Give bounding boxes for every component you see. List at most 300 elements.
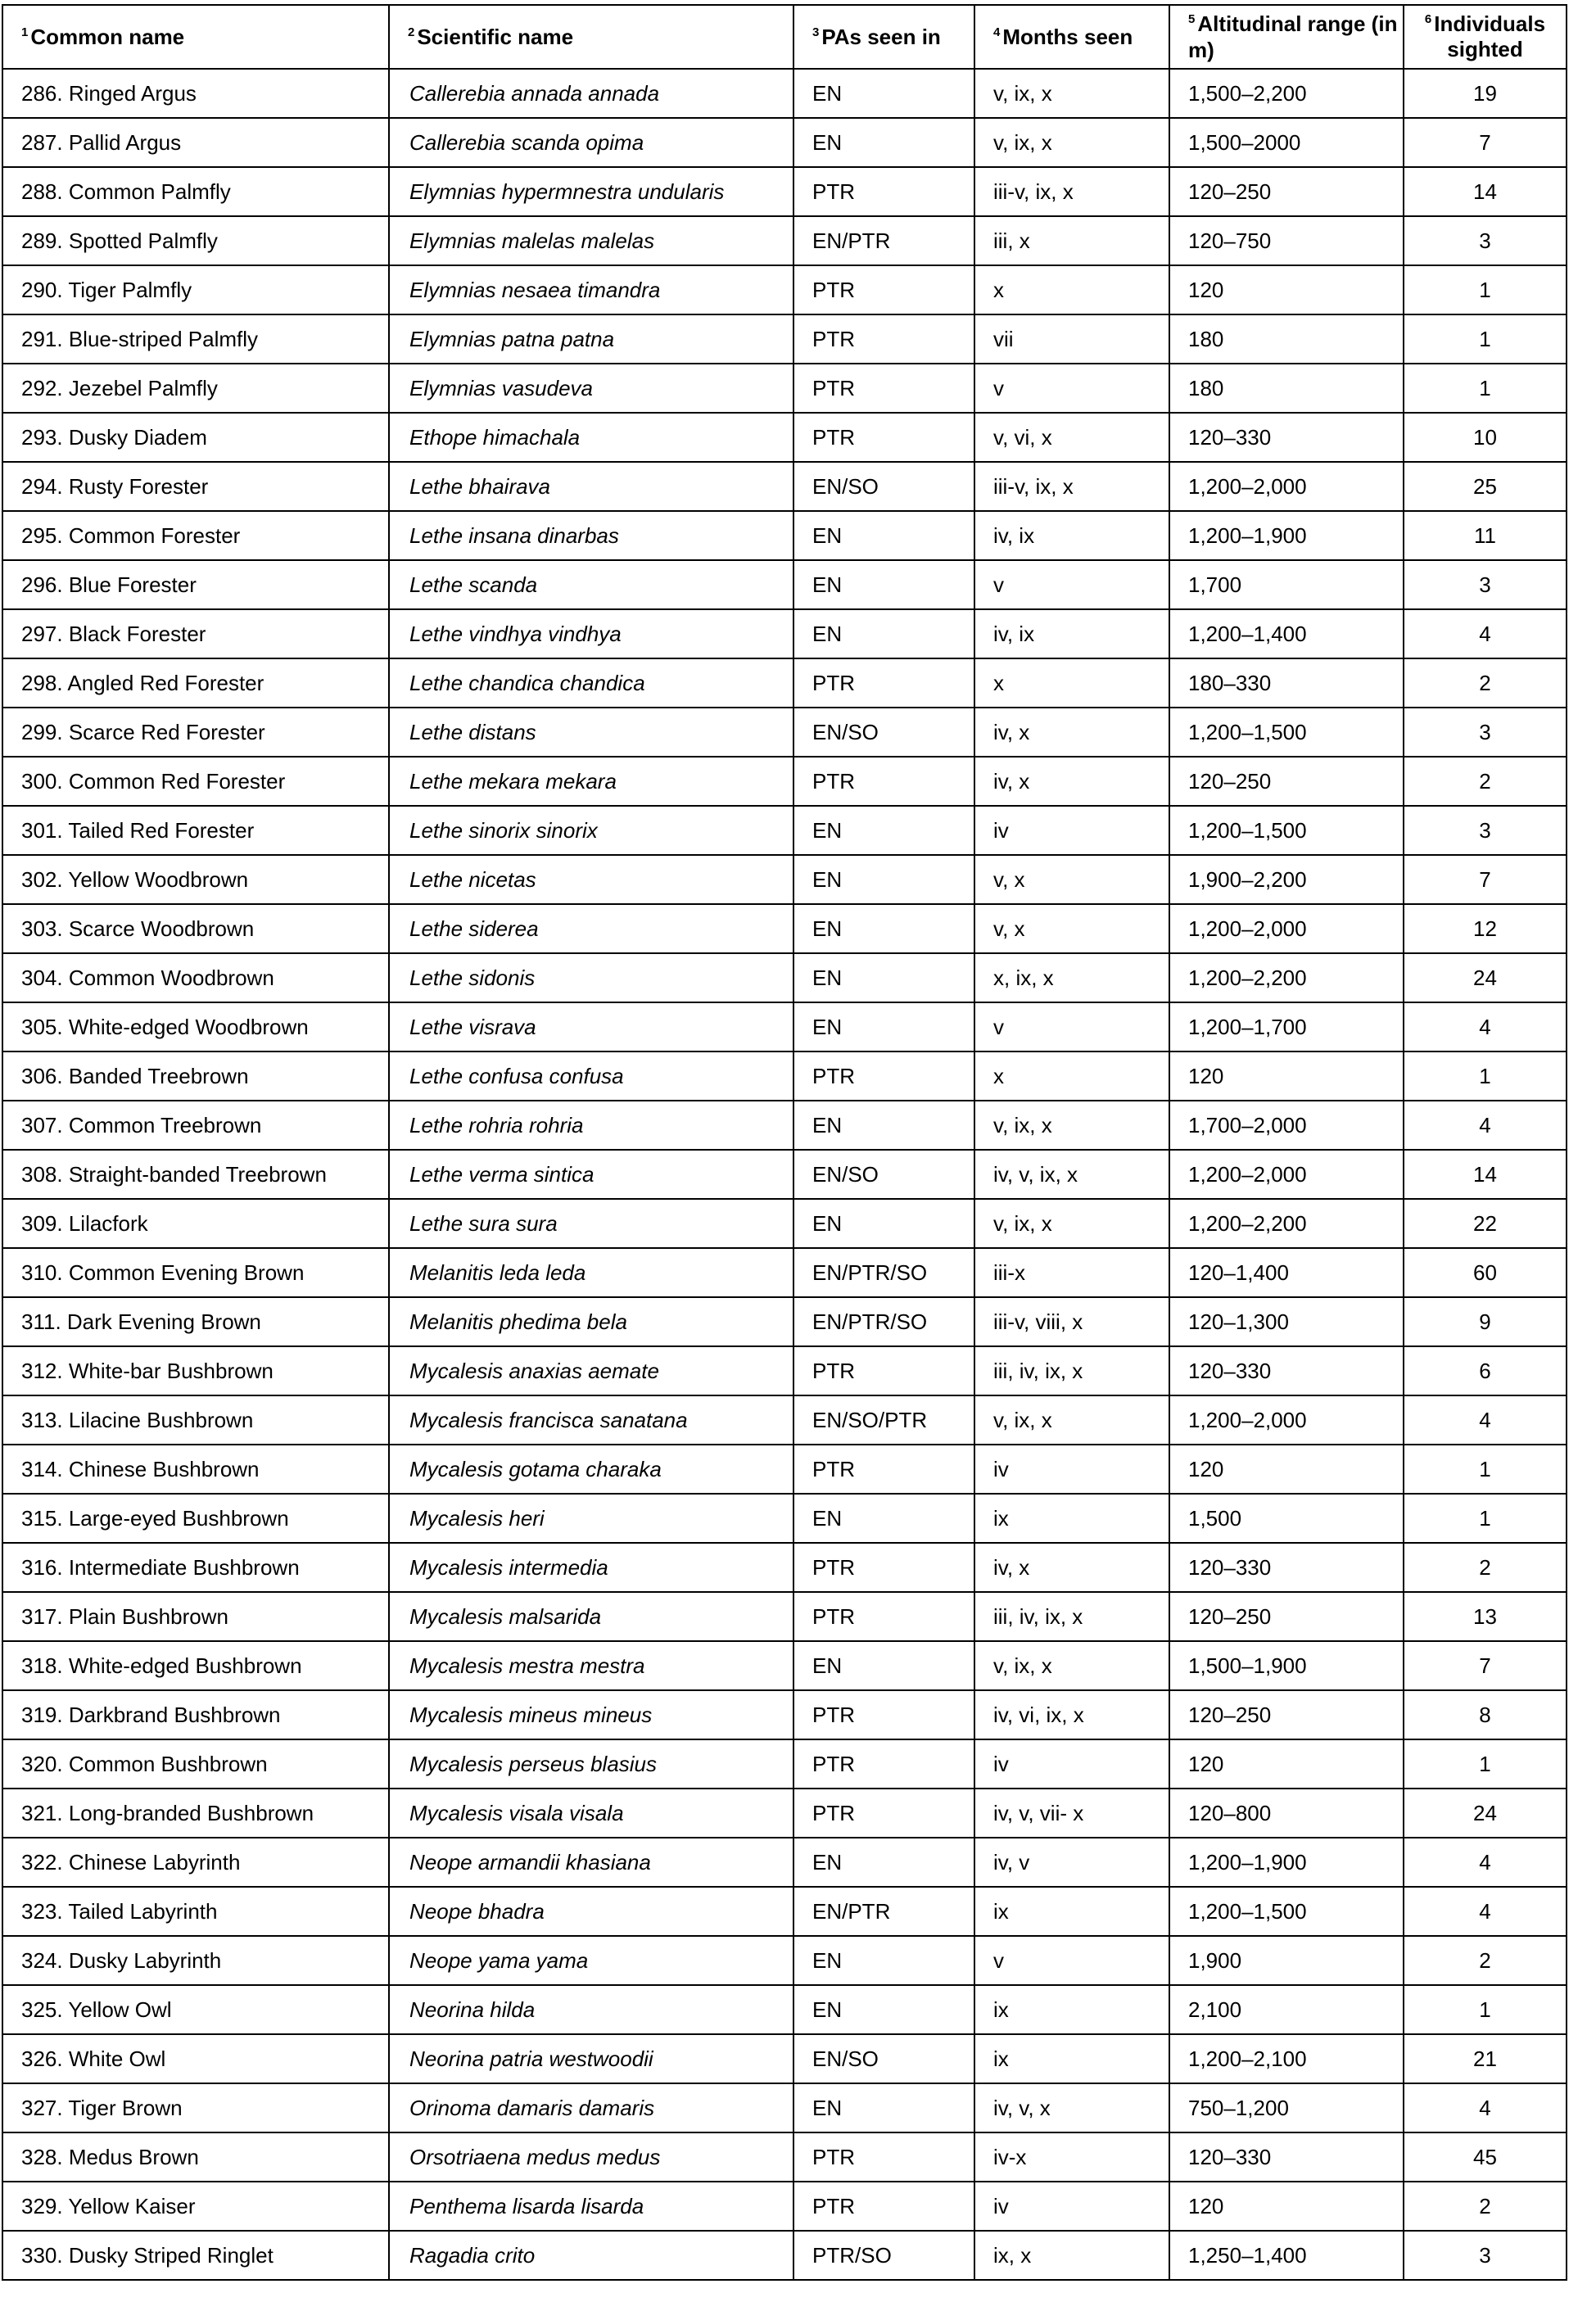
- altitude-cell: 1,500–1,900: [1169, 1641, 1404, 1690]
- pas-cell: EN: [793, 1101, 974, 1150]
- scientific-name-cell: Mycalesis gotama charaka: [389, 1445, 793, 1494]
- scientific-name-cell: Lethe rohria rohria: [389, 1101, 793, 1150]
- common-name-cell: 313. Lilacine Bushbrown: [2, 1395, 389, 1445]
- altitude-cell: 2,100: [1169, 1985, 1404, 2034]
- scientific-name-cell: Orinoma damaris damaris: [389, 2083, 793, 2132]
- table-row: [2, 2132, 1567, 2182]
- table-row: [2, 2182, 1567, 2231]
- months-cell: iii-x: [974, 1248, 1169, 1297]
- common-name-cell: 301. Tailed Red Forester: [2, 806, 389, 855]
- scientific-name-cell: Neope bhadra: [389, 1887, 793, 1936]
- common-name-cell: 324. Dusky Labyrinth: [2, 1936, 389, 1985]
- altitude-cell: 1,200–2,000: [1169, 462, 1404, 511]
- table-row: [2, 1150, 1567, 1199]
- table-row: [2, 265, 1567, 314]
- scientific-name-cell: Mycalesis mineus mineus: [389, 1690, 793, 1739]
- individuals-cell: 3: [1404, 708, 1567, 757]
- table-row: [2, 904, 1567, 953]
- individuals-cell: 21: [1404, 2034, 1567, 2083]
- pas-cell: EN: [793, 2083, 974, 2132]
- scientific-name-cell: Lethe bhairava: [389, 462, 793, 511]
- common-name-cell: 314. Chinese Bushbrown: [2, 1445, 389, 1494]
- months-cell: ix: [974, 1494, 1169, 1543]
- scientific-name-cell: Mycalesis visala visala: [389, 1789, 793, 1838]
- scientific-name-cell: Neope armandii khasiana: [389, 1838, 793, 1887]
- common-name-cell: 325. Yellow Owl: [2, 1985, 389, 2034]
- pas-cell: EN: [793, 1838, 974, 1887]
- altitude-cell: 1,700–2,000: [1169, 1101, 1404, 1150]
- months-cell: x, ix, x: [974, 953, 1169, 1002]
- scientific-name-cell: Mycalesis intermedia: [389, 1543, 793, 1592]
- altitude-cell: 120: [1169, 1445, 1404, 1494]
- table-row: [2, 1887, 1567, 1936]
- table-row: [2, 855, 1567, 904]
- scientific-name-cell: Mycalesis mestra mestra: [389, 1641, 793, 1690]
- months-cell: iii-v, ix, x: [974, 462, 1169, 511]
- altitude-cell: 120–330: [1169, 2132, 1404, 2182]
- common-name-cell: 327. Tiger Brown: [2, 2083, 389, 2132]
- scientific-name-cell: Lethe insana dinarbas: [389, 511, 793, 560]
- months-cell: v: [974, 560, 1169, 609]
- pas-cell: PTR/SO: [793, 2231, 974, 2280]
- table-row: [2, 1297, 1567, 1346]
- months-cell: iv, x: [974, 1543, 1169, 1592]
- table-row: [2, 118, 1567, 167]
- pas-cell: PTR: [793, 1690, 974, 1739]
- table-row: [2, 1641, 1567, 1690]
- scientific-name-cell: Lethe siderea: [389, 904, 793, 953]
- scientific-name-cell: Lethe sinorix sinorix: [389, 806, 793, 855]
- months-cell: v, ix, x: [974, 1199, 1169, 1248]
- months-cell: x: [974, 1051, 1169, 1101]
- pas-cell: PTR: [793, 413, 974, 462]
- pas-cell: EN/SO/PTR: [793, 1395, 974, 1445]
- pas-cell: EN: [793, 511, 974, 560]
- common-name-cell: 305. White-edged Woodbrown: [2, 1002, 389, 1051]
- individuals-cell: 6: [1404, 1346, 1567, 1395]
- altitude-cell: 120–330: [1169, 1346, 1404, 1395]
- individuals-cell: 19: [1404, 69, 1567, 118]
- altitude-cell: 120–750: [1169, 216, 1404, 265]
- common-name-cell: 291. Blue-striped Palmfly: [2, 314, 389, 364]
- pas-cell: EN/SO: [793, 708, 974, 757]
- months-cell: iv, x: [974, 757, 1169, 806]
- table-row: [2, 1985, 1567, 2034]
- scientific-name-cell: Elymnias nesaea timandra: [389, 265, 793, 314]
- table-row: [2, 953, 1567, 1002]
- scientific-name-cell: Mycalesis heri: [389, 1494, 793, 1543]
- individuals-cell: 45: [1404, 2132, 1567, 2182]
- scientific-name-cell: Mycalesis anaxias aemate: [389, 1346, 793, 1395]
- common-name-cell: 308. Straight-banded Treebrown: [2, 1150, 389, 1199]
- table-row: [2, 1936, 1567, 1985]
- header-scientific-name: $^2$ Scientific name: [389, 5, 793, 69]
- altitude-cell: 120–800: [1169, 1789, 1404, 1838]
- altitude-cell: 1,250–1,400: [1169, 2231, 1404, 2280]
- pas-cell: PTR: [793, 2182, 974, 2231]
- pas-cell: EN: [793, 560, 974, 609]
- common-name-cell: 317. Plain Bushbrown: [2, 1592, 389, 1641]
- months-cell: iv, ix: [974, 609, 1169, 658]
- altitude-cell: 120–250: [1169, 1690, 1404, 1739]
- months-cell: iv, v, vii- x: [974, 1789, 1169, 1838]
- individuals-cell: 4: [1404, 1395, 1567, 1445]
- months-cell: v, vi, x: [974, 413, 1169, 462]
- table-row: [2, 560, 1567, 609]
- common-name-cell: 321. Long-branded Bushbrown: [2, 1789, 389, 1838]
- individuals-cell: 1: [1404, 1051, 1567, 1101]
- individuals-cell: 1: [1404, 364, 1567, 413]
- months-cell: v, x: [974, 904, 1169, 953]
- table-row: [2, 1051, 1567, 1101]
- months-cell: v, ix, x: [974, 1395, 1169, 1445]
- individuals-cell: 4: [1404, 1002, 1567, 1051]
- table-row: [2, 167, 1567, 216]
- table-row: [2, 462, 1567, 511]
- individuals-cell: 8: [1404, 1690, 1567, 1739]
- table-row: [2, 1494, 1567, 1543]
- individuals-cell: 24: [1404, 1789, 1567, 1838]
- scientific-name-cell: Lethe mekara mekara: [389, 757, 793, 806]
- table-row: [2, 1690, 1567, 1739]
- pas-cell: PTR: [793, 1739, 974, 1789]
- table-row: [2, 69, 1567, 118]
- scientific-name-cell: Mycalesis francisca sanatana: [389, 1395, 793, 1445]
- table-row: [2, 1248, 1567, 1297]
- months-cell: iii, iv, ix, x: [974, 1592, 1169, 1641]
- scientific-name-cell: Callerebia annada annada: [389, 69, 793, 118]
- scientific-name-cell: Lethe sura sura: [389, 1199, 793, 1248]
- individuals-cell: 2: [1404, 2182, 1567, 2231]
- scientific-name-cell: Neorina patria westwoodii: [389, 2034, 793, 2083]
- altitude-cell: 120–250: [1169, 167, 1404, 216]
- common-name-cell: 292. Jezebel Palmfly: [2, 364, 389, 413]
- table-header-row: [2, 5, 1567, 69]
- table-row: [2, 2034, 1567, 2083]
- individuals-cell: 10: [1404, 413, 1567, 462]
- altitude-cell: 1,200–2,000: [1169, 904, 1404, 953]
- scientific-name-cell: Elymnias patna patna: [389, 314, 793, 364]
- scientific-name-cell: Elymnias hypermnestra undularis: [389, 167, 793, 216]
- altitude-cell: 1,500–2000: [1169, 118, 1404, 167]
- table-row: [2, 1002, 1567, 1051]
- common-name-cell: 320. Common Bushbrown: [2, 1739, 389, 1789]
- altitude-cell: 750–1,200: [1169, 2083, 1404, 2132]
- months-cell: v, ix, x: [974, 1641, 1169, 1690]
- pas-cell: PTR: [793, 1346, 974, 1395]
- individuals-cell: 7: [1404, 118, 1567, 167]
- individuals-cell: 14: [1404, 167, 1567, 216]
- scientific-name-cell: Neorina hilda: [389, 1985, 793, 2034]
- common-name-cell: 312. White-bar Bushbrown: [2, 1346, 389, 1395]
- individuals-cell: 3: [1404, 2231, 1567, 2280]
- common-name-cell: 326. White Owl: [2, 2034, 389, 2083]
- individuals-cell: 2: [1404, 658, 1567, 708]
- months-cell: v: [974, 364, 1169, 413]
- altitude-cell: 1,500–2,200: [1169, 69, 1404, 118]
- months-cell: ix: [974, 1985, 1169, 2034]
- scientific-name-cell: Elymnias malelas malelas: [389, 216, 793, 265]
- pas-cell: PTR: [793, 2132, 974, 2182]
- pas-cell: EN/SO: [793, 462, 974, 511]
- months-cell: iv: [974, 806, 1169, 855]
- months-cell: v: [974, 1936, 1169, 1985]
- pas-cell: PTR: [793, 1051, 974, 1101]
- months-cell: iv, v: [974, 1838, 1169, 1887]
- altitude-cell: 1,700: [1169, 560, 1404, 609]
- pas-cell: PTR: [793, 364, 974, 413]
- pas-cell: EN: [793, 1641, 974, 1690]
- pas-cell: EN/PTR: [793, 216, 974, 265]
- common-name-cell: 318. White-edged Bushbrown: [2, 1641, 389, 1690]
- altitude-cell: 1,900–2,200: [1169, 855, 1404, 904]
- months-cell: iv, x: [974, 708, 1169, 757]
- months-cell: iv: [974, 2182, 1169, 2231]
- common-name-cell: 322. Chinese Labyrinth: [2, 1838, 389, 1887]
- common-name-cell: 289. Spotted Palmfly: [2, 216, 389, 265]
- pas-cell: EN: [793, 904, 974, 953]
- scientific-name-cell: Ethope himachala: [389, 413, 793, 462]
- scientific-name-cell: Lethe chandica chandica: [389, 658, 793, 708]
- months-cell: iv: [974, 1445, 1169, 1494]
- pas-cell: PTR: [793, 1592, 974, 1641]
- months-cell: iv, v, x: [974, 2083, 1169, 2132]
- scientific-name-cell: Lethe visrava: [389, 1002, 793, 1051]
- individuals-cell: 4: [1404, 1838, 1567, 1887]
- pas-cell: EN/PTR/SO: [793, 1248, 974, 1297]
- altitude-cell: 1,200–2,000: [1169, 1150, 1404, 1199]
- scientific-name-cell: Mycalesis malsarida: [389, 1592, 793, 1641]
- altitude-cell: 1,200–1,500: [1169, 1887, 1404, 1936]
- pas-cell: EN/SO: [793, 2034, 974, 2083]
- months-cell: v: [974, 1002, 1169, 1051]
- common-name-cell: 303. Scarce Woodbrown: [2, 904, 389, 953]
- altitude-cell: 1,900: [1169, 1936, 1404, 1985]
- altitude-cell: 120: [1169, 265, 1404, 314]
- scientific-name-cell: Lethe distans: [389, 708, 793, 757]
- altitude-cell: 1,200–1,900: [1169, 511, 1404, 560]
- pas-cell: EN: [793, 806, 974, 855]
- pas-cell: EN: [793, 1199, 974, 1248]
- table-row: [2, 1395, 1567, 1445]
- table-row: [2, 1592, 1567, 1641]
- table-row: [2, 1445, 1567, 1494]
- common-name-cell: 304. Common Woodbrown: [2, 953, 389, 1002]
- common-name-cell: 329. Yellow Kaiser: [2, 2182, 389, 2231]
- pas-cell: PTR: [793, 757, 974, 806]
- common-name-cell: 288. Common Palmfly: [2, 167, 389, 216]
- altitude-cell: 1,200–2,000: [1169, 1395, 1404, 1445]
- months-cell: iii, iv, ix, x: [974, 1346, 1169, 1395]
- altitude-cell: 1,200–1,900: [1169, 1838, 1404, 1887]
- scientific-name-cell: Lethe verma sintica: [389, 1150, 793, 1199]
- months-cell: ix, x: [974, 2231, 1169, 2280]
- scientific-name-cell: Orsotriaena medus medus: [389, 2132, 793, 2182]
- table-row: [2, 364, 1567, 413]
- months-cell: v, ix, x: [974, 1101, 1169, 1150]
- individuals-cell: 25: [1404, 462, 1567, 511]
- individuals-cell: 1: [1404, 265, 1567, 314]
- individuals-cell: 11: [1404, 511, 1567, 560]
- individuals-cell: 2: [1404, 1936, 1567, 1985]
- altitude-cell: 120–1,300: [1169, 1297, 1404, 1346]
- header-altitudinal-range: $^5$ Altitudinal range (in m): [1169, 5, 1404, 69]
- months-cell: v, x: [974, 855, 1169, 904]
- butterfly-table-container: [2, 4, 1567, 2281]
- individuals-cell: 60: [1404, 1248, 1567, 1297]
- pas-cell: EN: [793, 69, 974, 118]
- pas-cell: PTR: [793, 167, 974, 216]
- individuals-cell: 4: [1404, 609, 1567, 658]
- months-cell: iv, v, ix, x: [974, 1150, 1169, 1199]
- altitude-cell: 1,200–1,500: [1169, 708, 1404, 757]
- months-cell: ix: [974, 1887, 1169, 1936]
- common-name-cell: 311. Dark Evening Brown: [2, 1297, 389, 1346]
- altitude-cell: 180: [1169, 314, 1404, 364]
- pas-cell: EN/SO: [793, 1150, 974, 1199]
- table-row: [2, 314, 1567, 364]
- table-row: [2, 1739, 1567, 1789]
- pas-cell: PTR: [793, 314, 974, 364]
- common-name-cell: 296. Blue Forester: [2, 560, 389, 609]
- table-row: [2, 1838, 1567, 1887]
- header-months-seen: $^4$ Months seen: [974, 5, 1169, 69]
- common-name-cell: 298. Angled Red Forester: [2, 658, 389, 708]
- pas-cell: PTR: [793, 1445, 974, 1494]
- months-cell: iv: [974, 1739, 1169, 1789]
- altitude-cell: 120: [1169, 1739, 1404, 1789]
- individuals-cell: 3: [1404, 560, 1567, 609]
- individuals-cell: 7: [1404, 1641, 1567, 1690]
- individuals-cell: 2: [1404, 757, 1567, 806]
- pas-cell: EN: [793, 1494, 974, 1543]
- individuals-cell: 22: [1404, 1199, 1567, 1248]
- table-row: [2, 1199, 1567, 1248]
- altitude-cell: 180–330: [1169, 658, 1404, 708]
- scientific-name-cell: Lethe sidonis: [389, 953, 793, 1002]
- scientific-name-cell: Melanitis phedima bela: [389, 1297, 793, 1346]
- pas-cell: PTR: [793, 658, 974, 708]
- altitude-cell: 1,500: [1169, 1494, 1404, 1543]
- individuals-cell: 14: [1404, 1150, 1567, 1199]
- pas-cell: EN: [793, 1985, 974, 2034]
- common-name-cell: 306. Banded Treebrown: [2, 1051, 389, 1101]
- common-name-cell: 290. Tiger Palmfly: [2, 265, 389, 314]
- common-name-cell: 286. Ringed Argus: [2, 69, 389, 118]
- table-row: [2, 216, 1567, 265]
- common-name-cell: 287. Pallid Argus: [2, 118, 389, 167]
- altitude-cell: 120: [1169, 1051, 1404, 1101]
- header-individuals-sighted: $^6$ Individuals sighted: [1404, 5, 1567, 69]
- pas-cell: EN/PTR/SO: [793, 1297, 974, 1346]
- butterfly-species-table: [2, 4, 1567, 2281]
- common-name-cell: 307. Common Treebrown: [2, 1101, 389, 1150]
- individuals-cell: 1: [1404, 1445, 1567, 1494]
- common-name-cell: 328. Medus Brown: [2, 2132, 389, 2182]
- altitude-cell: 120–250: [1169, 1592, 1404, 1641]
- common-name-cell: 315. Large-eyed Bushbrown: [2, 1494, 389, 1543]
- altitude-cell: 1,200–1,700: [1169, 1002, 1404, 1051]
- common-name-cell: 330. Dusky Striped Ringlet: [2, 2231, 389, 2280]
- common-name-cell: 319. Darkbrand Bushbrown: [2, 1690, 389, 1739]
- individuals-cell: 7: [1404, 855, 1567, 904]
- table-row: [2, 757, 1567, 806]
- months-cell: v, ix, x: [974, 118, 1169, 167]
- altitude-cell: 1,200–2,200: [1169, 1199, 1404, 1248]
- individuals-cell: 1: [1404, 1985, 1567, 2034]
- altitude-cell: 1,200–2,200: [1169, 953, 1404, 1002]
- altitude-cell: 120: [1169, 2182, 1404, 2231]
- altitude-cell: 1,200–1,400: [1169, 609, 1404, 658]
- months-cell: iv, vi, ix, x: [974, 1690, 1169, 1739]
- common-name-cell: 323. Tailed Labyrinth: [2, 1887, 389, 1936]
- pas-cell: PTR: [793, 1789, 974, 1838]
- common-name-cell: 302. Yellow Woodbrown: [2, 855, 389, 904]
- altitude-cell: 120–1,400: [1169, 1248, 1404, 1297]
- pas-cell: PTR: [793, 1543, 974, 1592]
- table-row: [2, 708, 1567, 757]
- individuals-cell: 1: [1404, 1739, 1567, 1789]
- header-common-name: $^1$ Common name: [2, 5, 389, 69]
- table-row: [2, 609, 1567, 658]
- scientific-name-cell: Elymnias vasudeva: [389, 364, 793, 413]
- common-name-cell: 310. Common Evening Brown: [2, 1248, 389, 1297]
- altitude-cell: 1,200–2,100: [1169, 2034, 1404, 2083]
- months-cell: iii, x: [974, 216, 1169, 265]
- pas-cell: EN: [793, 1002, 974, 1051]
- months-cell: x: [974, 658, 1169, 708]
- altitude-cell: 120–250: [1169, 757, 1404, 806]
- altitude-cell: 1,200–1,500: [1169, 806, 1404, 855]
- individuals-cell: 9: [1404, 1297, 1567, 1346]
- table-row: [2, 413, 1567, 462]
- pas-cell: EN: [793, 118, 974, 167]
- table-row: [2, 1789, 1567, 1838]
- table-row: [2, 2231, 1567, 2280]
- common-name-cell: 299. Scarce Red Forester: [2, 708, 389, 757]
- months-cell: x: [974, 265, 1169, 314]
- table-body: [2, 69, 1567, 2280]
- pas-cell: EN: [793, 953, 974, 1002]
- scientific-name-cell: Lethe vindhya vindhya: [389, 609, 793, 658]
- individuals-cell: 2: [1404, 1543, 1567, 1592]
- altitude-cell: 120–330: [1169, 413, 1404, 462]
- common-name-cell: 300. Common Red Forester: [2, 757, 389, 806]
- months-cell: v, ix, x: [974, 69, 1169, 118]
- individuals-cell: 4: [1404, 1887, 1567, 1936]
- common-name-cell: 316. Intermediate Bushbrown: [2, 1543, 389, 1592]
- table-row: [2, 511, 1567, 560]
- pas-cell: EN: [793, 609, 974, 658]
- pas-cell: EN: [793, 1936, 974, 1985]
- altitude-cell: 120–330: [1169, 1543, 1404, 1592]
- individuals-cell: 3: [1404, 806, 1567, 855]
- header-pas-seen-in: $^3$ PAs seen in: [793, 5, 974, 69]
- altitude-cell: 180: [1169, 364, 1404, 413]
- common-name-cell: 295. Common Forester: [2, 511, 389, 560]
- table-row: [2, 1346, 1567, 1395]
- table-row: [2, 1101, 1567, 1150]
- individuals-cell: 3: [1404, 216, 1567, 265]
- individuals-cell: 13: [1404, 1592, 1567, 1641]
- months-cell: iii-v, viii, x: [974, 1297, 1169, 1346]
- pas-cell: EN/PTR: [793, 1887, 974, 1936]
- common-name-cell: 297. Black Forester: [2, 609, 389, 658]
- individuals-cell: 4: [1404, 2083, 1567, 2132]
- individuals-cell: 12: [1404, 904, 1567, 953]
- common-name-cell: 293. Dusky Diadem: [2, 413, 389, 462]
- months-cell: vii: [974, 314, 1169, 364]
